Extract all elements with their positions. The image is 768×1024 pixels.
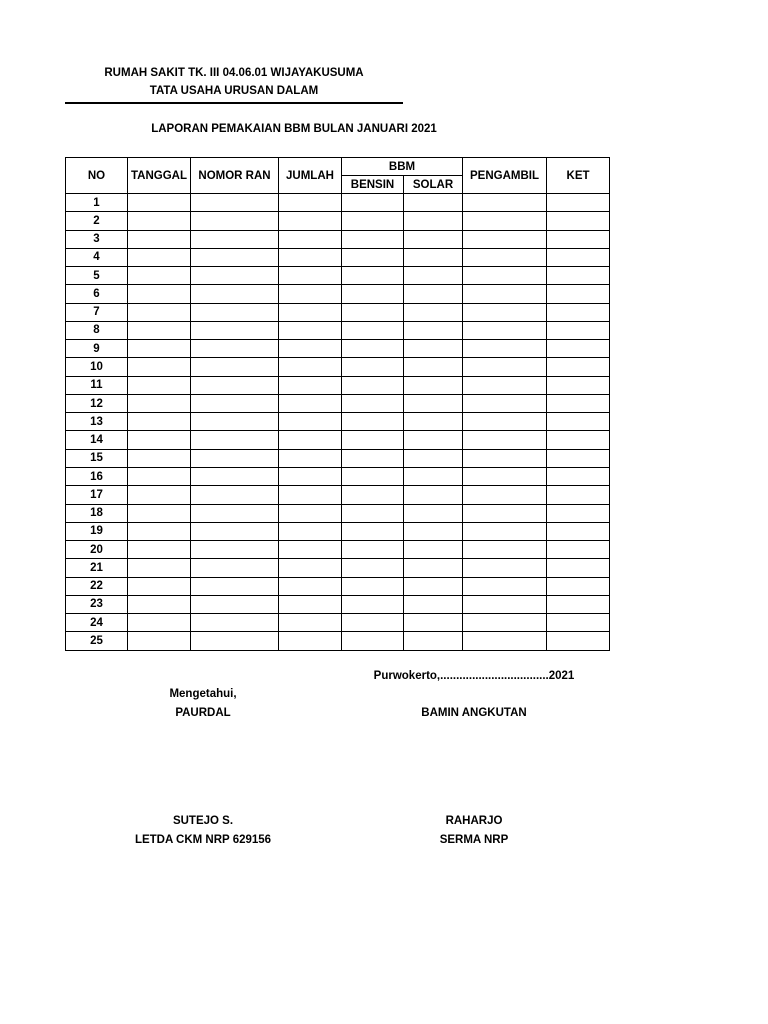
cell-tanggal [128, 267, 191, 285]
table-row [66, 321, 610, 339]
cell-solar [404, 504, 463, 522]
table-body [66, 194, 610, 651]
cell-jumlah [279, 595, 342, 613]
cell-ket [547, 559, 610, 577]
cell-bensin [342, 504, 404, 522]
cell-solar [404, 431, 463, 449]
cell-ket [547, 413, 610, 431]
cell-bensin [342, 194, 404, 212]
cell-no: 10 [66, 358, 128, 376]
cell-bensin [342, 595, 404, 613]
cell-no: 12 [66, 394, 128, 412]
cell-nomor-ran [191, 376, 279, 394]
cell-pengambil [463, 504, 547, 522]
cell-bensin [342, 577, 404, 595]
cell-ket [547, 230, 610, 248]
cell-jumlah [279, 413, 342, 431]
cell-bensin [342, 248, 404, 266]
cell-nomor-ran [191, 413, 279, 431]
cell-pengambil [463, 358, 547, 376]
cell-bensin [342, 614, 404, 632]
cell-bensin [342, 486, 404, 504]
cell-pengambil [463, 467, 547, 485]
cell-solar [404, 413, 463, 431]
cell-pengambil [463, 541, 547, 559]
cell-solar [404, 212, 463, 230]
cell-no: 6 [66, 285, 128, 303]
cell-no: 20 [66, 541, 128, 559]
cell-tanggal [128, 431, 191, 449]
fuel-usage-table [65, 157, 610, 651]
cell-bensin [342, 212, 404, 230]
cell-nomor-ran [191, 504, 279, 522]
table-row [66, 541, 610, 559]
cell-jumlah [279, 194, 342, 212]
cell-solar [404, 467, 463, 485]
cell-solar [404, 486, 463, 504]
cell-bensin [342, 413, 404, 431]
report-title: LAPORAN PEMAKAIAN BBM BULAN JANUARI 2021 [151, 123, 437, 135]
cell-bensin [342, 431, 404, 449]
cell-ket [547, 303, 610, 321]
left-signatory-rank-id: LETDA CKM NRP 629156 [134, 834, 272, 846]
cell-pengambil [463, 340, 547, 358]
column-header-bensin: BENSIN [342, 176, 404, 194]
cell-pengambil [463, 632, 547, 650]
cell-no: 22 [66, 577, 128, 595]
cell-tanggal [128, 321, 191, 339]
cell-ket [547, 504, 610, 522]
cell-ket [547, 431, 610, 449]
cell-no: 23 [66, 595, 128, 613]
cell-pengambil [463, 267, 547, 285]
cell-ket [547, 376, 610, 394]
cell-no: 2 [66, 212, 128, 230]
cell-pengambil [463, 321, 547, 339]
cell-nomor-ran [191, 541, 279, 559]
cell-nomor-ran [191, 321, 279, 339]
table-header [66, 158, 610, 194]
cell-ket [547, 486, 610, 504]
right-signatory-name: RAHARJO [445, 815, 503, 827]
table-row [66, 285, 610, 303]
cell-solar [404, 376, 463, 394]
cell-jumlah [279, 340, 342, 358]
cell-pengambil [463, 194, 547, 212]
table-row [66, 504, 610, 522]
header-underline [65, 102, 403, 104]
column-header-tanggal: TANGGAL [128, 158, 191, 194]
cell-tanggal [128, 614, 191, 632]
cell-solar [404, 321, 463, 339]
cell-tanggal [128, 449, 191, 467]
cell-nomor-ran [191, 632, 279, 650]
cell-no: 14 [66, 431, 128, 449]
cell-jumlah [279, 431, 342, 449]
cell-jumlah [279, 230, 342, 248]
table-row [66, 413, 610, 431]
cell-tanggal [128, 303, 191, 321]
table-row [66, 376, 610, 394]
table-row [66, 248, 610, 266]
cell-pengambil [463, 248, 547, 266]
cell-pengambil [463, 595, 547, 613]
cell-bensin [342, 285, 404, 303]
cell-tanggal [128, 559, 191, 577]
cell-pengambil [463, 303, 547, 321]
cell-solar [404, 614, 463, 632]
cell-nomor-ran [191, 248, 279, 266]
cell-jumlah [279, 248, 342, 266]
cell-ket [547, 467, 610, 485]
cell-tanggal [128, 376, 191, 394]
cell-nomor-ran [191, 522, 279, 540]
table-header-row [66, 158, 610, 176]
cell-solar [404, 248, 463, 266]
cell-no: 11 [66, 376, 128, 394]
cell-no: 15 [66, 449, 128, 467]
table-row [66, 614, 610, 632]
cell-nomor-ran [191, 303, 279, 321]
cell-tanggal [128, 522, 191, 540]
cell-bensin [342, 358, 404, 376]
cell-ket [547, 194, 610, 212]
table-row [66, 522, 610, 540]
cell-ket [547, 541, 610, 559]
cell-pengambil [463, 212, 547, 230]
cell-tanggal [128, 577, 191, 595]
cell-solar [404, 340, 463, 358]
cell-no: 5 [66, 267, 128, 285]
cell-solar [404, 303, 463, 321]
cell-tanggal [128, 340, 191, 358]
cell-tanggal [128, 248, 191, 266]
table-row [66, 358, 610, 376]
cell-pengambil [463, 376, 547, 394]
cell-nomor-ran [191, 358, 279, 376]
cell-pengambil [463, 486, 547, 504]
cell-nomor-ran [191, 486, 279, 504]
cell-no: 25 [66, 632, 128, 650]
cell-bensin [342, 303, 404, 321]
right-signatory-rank-id: SERMA NRP [439, 834, 509, 846]
cell-bensin [342, 230, 404, 248]
cell-solar [404, 577, 463, 595]
cell-solar [404, 358, 463, 376]
cell-no: 24 [66, 614, 128, 632]
cell-nomor-ran [191, 467, 279, 485]
cell-tanggal [128, 212, 191, 230]
cell-nomor-ran [191, 340, 279, 358]
cell-jumlah [279, 632, 342, 650]
table-row [66, 267, 610, 285]
cell-jumlah [279, 559, 342, 577]
left-signatory-name: SUTEJO S. [172, 815, 234, 827]
cell-jumlah [279, 577, 342, 595]
cell-pengambil [463, 449, 547, 467]
table-row [66, 340, 610, 358]
cell-solar [404, 449, 463, 467]
cell-no: 21 [66, 559, 128, 577]
table-row [66, 212, 610, 230]
cell-no: 1 [66, 194, 128, 212]
cell-nomor-ran [191, 394, 279, 412]
table-row [66, 559, 610, 577]
cell-nomor-ran [191, 230, 279, 248]
left-signatory-position: PAURDAL [175, 707, 231, 719]
table-row [66, 230, 610, 248]
right-signatory-position: BAMIN ANGKUTAN [421, 707, 527, 719]
cell-ket [547, 358, 610, 376]
cell-pengambil [463, 431, 547, 449]
cell-solar [404, 632, 463, 650]
cell-jumlah [279, 541, 342, 559]
cell-bensin [342, 559, 404, 577]
cell-pengambil [463, 614, 547, 632]
cell-nomor-ran [191, 614, 279, 632]
acknowledgement-label: Mengetahui, [169, 688, 237, 700]
cell-tanggal [128, 595, 191, 613]
cell-no: 16 [66, 467, 128, 485]
cell-jumlah [279, 522, 342, 540]
cell-ket [547, 248, 610, 266]
cell-tanggal [128, 504, 191, 522]
cell-jumlah [279, 212, 342, 230]
cell-bensin [342, 376, 404, 394]
cell-ket [547, 340, 610, 358]
cell-nomor-ran [191, 577, 279, 595]
cell-jumlah [279, 267, 342, 285]
cell-jumlah [279, 614, 342, 632]
cell-ket [547, 632, 610, 650]
cell-no: 3 [66, 230, 128, 248]
cell-jumlah [279, 285, 342, 303]
cell-bensin [342, 632, 404, 650]
cell-nomor-ran [191, 194, 279, 212]
cell-pengambil [463, 394, 547, 412]
cell-ket [547, 212, 610, 230]
table-row [66, 303, 610, 321]
cell-solar [404, 559, 463, 577]
cell-ket [547, 267, 610, 285]
cell-jumlah [279, 376, 342, 394]
cell-pengambil [463, 413, 547, 431]
cell-bensin [342, 267, 404, 285]
cell-nomor-ran [191, 559, 279, 577]
cell-tanggal [128, 285, 191, 303]
cell-jumlah [279, 321, 342, 339]
cell-no: 17 [66, 486, 128, 504]
table-row [66, 595, 610, 613]
cell-no: 18 [66, 504, 128, 522]
table-row [66, 486, 610, 504]
cell-no: 13 [66, 413, 128, 431]
cell-solar [404, 267, 463, 285]
table-row [66, 577, 610, 595]
column-header-pengambil: PENGAMBIL [463, 158, 547, 194]
cell-no: 4 [66, 248, 128, 266]
table-row [66, 449, 610, 467]
cell-tanggal [128, 632, 191, 650]
cell-nomor-ran [191, 212, 279, 230]
cell-tanggal [128, 541, 191, 559]
column-header-no: NO [66, 158, 128, 194]
cell-no: 8 [66, 321, 128, 339]
cell-jumlah [279, 467, 342, 485]
institution-name: RUMAH SAKIT TK. III 04.06.01 WIJAYAKUSUMA [104, 67, 364, 79]
cell-bensin [342, 321, 404, 339]
cell-bensin [342, 449, 404, 467]
cell-nomor-ran [191, 449, 279, 467]
cell-solar [404, 522, 463, 540]
cell-tanggal [128, 230, 191, 248]
cell-solar [404, 394, 463, 412]
cell-nomor-ran [191, 285, 279, 303]
column-header-ket: KET [547, 158, 610, 194]
cell-tanggal [128, 358, 191, 376]
cell-tanggal [128, 394, 191, 412]
cell-bensin [342, 522, 404, 540]
cell-jumlah [279, 504, 342, 522]
cell-ket [547, 285, 610, 303]
table-row [66, 431, 610, 449]
cell-jumlah [279, 394, 342, 412]
cell-tanggal [128, 413, 191, 431]
cell-pengambil [463, 577, 547, 595]
cell-solar [404, 541, 463, 559]
cell-nomor-ran [191, 267, 279, 285]
cell-no: 7 [66, 303, 128, 321]
cell-no: 19 [66, 522, 128, 540]
cell-jumlah [279, 358, 342, 376]
cell-ket [547, 595, 610, 613]
cell-pengambil [463, 522, 547, 540]
table-row [66, 394, 610, 412]
cell-solar [404, 595, 463, 613]
cell-ket [547, 321, 610, 339]
cell-tanggal [128, 486, 191, 504]
cell-no: 9 [66, 340, 128, 358]
cell-ket [547, 449, 610, 467]
cell-pengambil [463, 230, 547, 248]
cell-ket [547, 577, 610, 595]
cell-pengambil [463, 285, 547, 303]
column-header-nomor-ran: NOMOR RAN [191, 158, 279, 194]
cell-bensin [342, 340, 404, 358]
cell-bensin [342, 541, 404, 559]
department-name: TATA USAHA URUSAN DALAM [149, 85, 319, 97]
cell-solar [404, 194, 463, 212]
table-row [66, 194, 610, 212]
column-header-solar: SOLAR [404, 176, 463, 194]
cell-tanggal [128, 467, 191, 485]
cell-bensin [342, 394, 404, 412]
cell-nomor-ran [191, 431, 279, 449]
place-date-line: Purwokerto,..................................2021 [373, 670, 575, 682]
cell-bensin [342, 467, 404, 485]
cell-ket [547, 614, 610, 632]
cell-nomor-ran [191, 595, 279, 613]
cell-solar [404, 230, 463, 248]
cell-jumlah [279, 486, 342, 504]
column-header-bbm: BBM [342, 158, 463, 176]
cell-pengambil [463, 559, 547, 577]
cell-tanggal [128, 194, 191, 212]
table-row [66, 632, 610, 650]
table-row [66, 467, 610, 485]
column-header-jumlah: JUMLAH [279, 158, 342, 194]
cell-jumlah [279, 303, 342, 321]
cell-ket [547, 394, 610, 412]
cell-solar [404, 285, 463, 303]
cell-jumlah [279, 449, 342, 467]
cell-ket [547, 522, 610, 540]
